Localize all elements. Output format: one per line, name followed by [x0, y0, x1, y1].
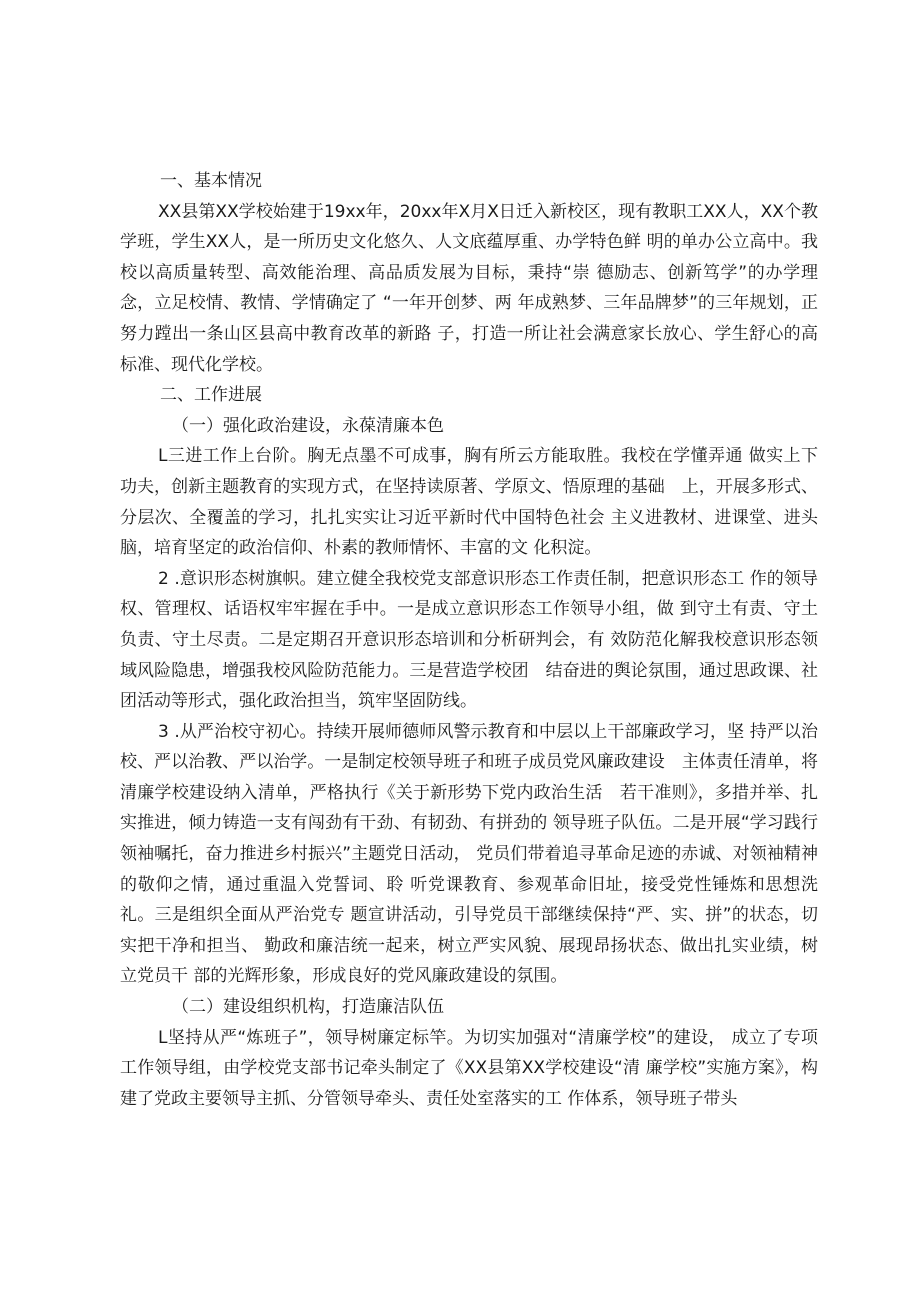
document-body: [120, 166, 818, 1114]
subsection-heading-political-building: （一）强化政治建设，永葆清廉本色: [172, 415, 444, 436]
paragraph-three-entries: L三进工作上台阶。胸无点墨不可成事，胸有所云方能取胜。我校在学懂弄通 做实上下功夫，创新主题教育的实现方式，在坚持读原著、学原文、悟原理的基础 上，开展多形式、分层次、全覆盖的学习，扎扎实实让习近平新时代中国特色社会 主义进教材、进课堂、进头脑，培育坚定的政治信仰、朴素的教师情怀、丰富的文 化积淀。: [120, 446, 818, 559]
paragraph-ideology: 2 .意识形态树旗帜。建立健全我校党支部意识形态工作责任制，把意识形态工 作的领导权、管理权、话语权牢牢握在手中。一是成立意识形态工作领导小组，做 到守土有责、守土负责、守土尽责。二是定期召开意识形态培训和分析研判会，有 效防范化解我校意识形态领域风险隐患，增强我校风险防范能力。三是营造学校团 结奋进的舆论氛围，通过思政课、社团活动等形式，强化政治担当，筑牢坚固防线。: [120, 568, 818, 712]
paragraph-strict-governance: 3 .从严治校守初心。持续开展师德师风警示教育和中层以上干部廉政学习，坚 持严以治校、严以治教、严以治学。一是制定校领导班子和班子成员党风廉政建设 主体责任清单，将清廉学校建设纳入清单，严格执行《关于新形势下党内政治生活 若干准则》，多措并举、扎实推进，倾力铸造一支有闯劲有干劲、有韧劲、有拼劲的 领导班子队伍。二是开展“学习践行领袖嘱托，奋力推进乡村振兴”主题党日活动， 党员们带着追寻革命足迹的赤诚、对领袖精神的敬仰之情，通过重温入党誓词、聆 听党课教育、参观革命旧址，接受党性锤炼和思想洗礼。三是组织全面从严治党专 题宣讲活动，引导党员干部继续保持“严、实、拼”的状态，切实把干净和担当、 勤政和廉洁统一起来，树立严实风貌、展现昂扬状态、做出扎实业绩，树立党员干 部的光辉形象，形成良好的党风廉政建设的氛围。: [120, 721, 818, 987]
paragraph-leadership-team: L坚持从严“炼班子”，领导树廉定标竿。为切实加强对“清廉学校”的建设， 成立了专项工作领导组，由学校党支部书记牵头制定了《XX县第XX学校建设“清 廉学校”实施方案》，构建了党政主要领导主抓、分管领导牵头、责任处室落实的工 作体系，领导班子带头: [120, 1027, 818, 1109]
subsection-heading-organization: （二）建设组织机构，打造廉洁队伍: [172, 997, 444, 1018]
section-heading-work-progress: 二、工作进展: [160, 385, 262, 406]
paragraph-school-overview: XX县第XX学校始建于19xx年，20xx年X月X日迁入新校区，现有教职工XX人，XX个教学班，学生XX人，是一所历史文化悠久、人文底蕴厚重、办学特色鲜 明的单办公立高中。我校以高质量转型、高效能治理、高品质发展为目标，秉持“崇 德励志、创新笃学”的办学理念，立足校情、教情、学情确定了 “一年开创梦、两 年成熟梦、三年品牌梦”的三年规划，正努力蹚出一条山区县高中教育改革的新路 子，打造一所让社会满意家长放心、学生舒心的高标准、现代化学校。: [120, 201, 818, 375]
section-heading-basic-info: 一、基本情况: [160, 171, 262, 191]
